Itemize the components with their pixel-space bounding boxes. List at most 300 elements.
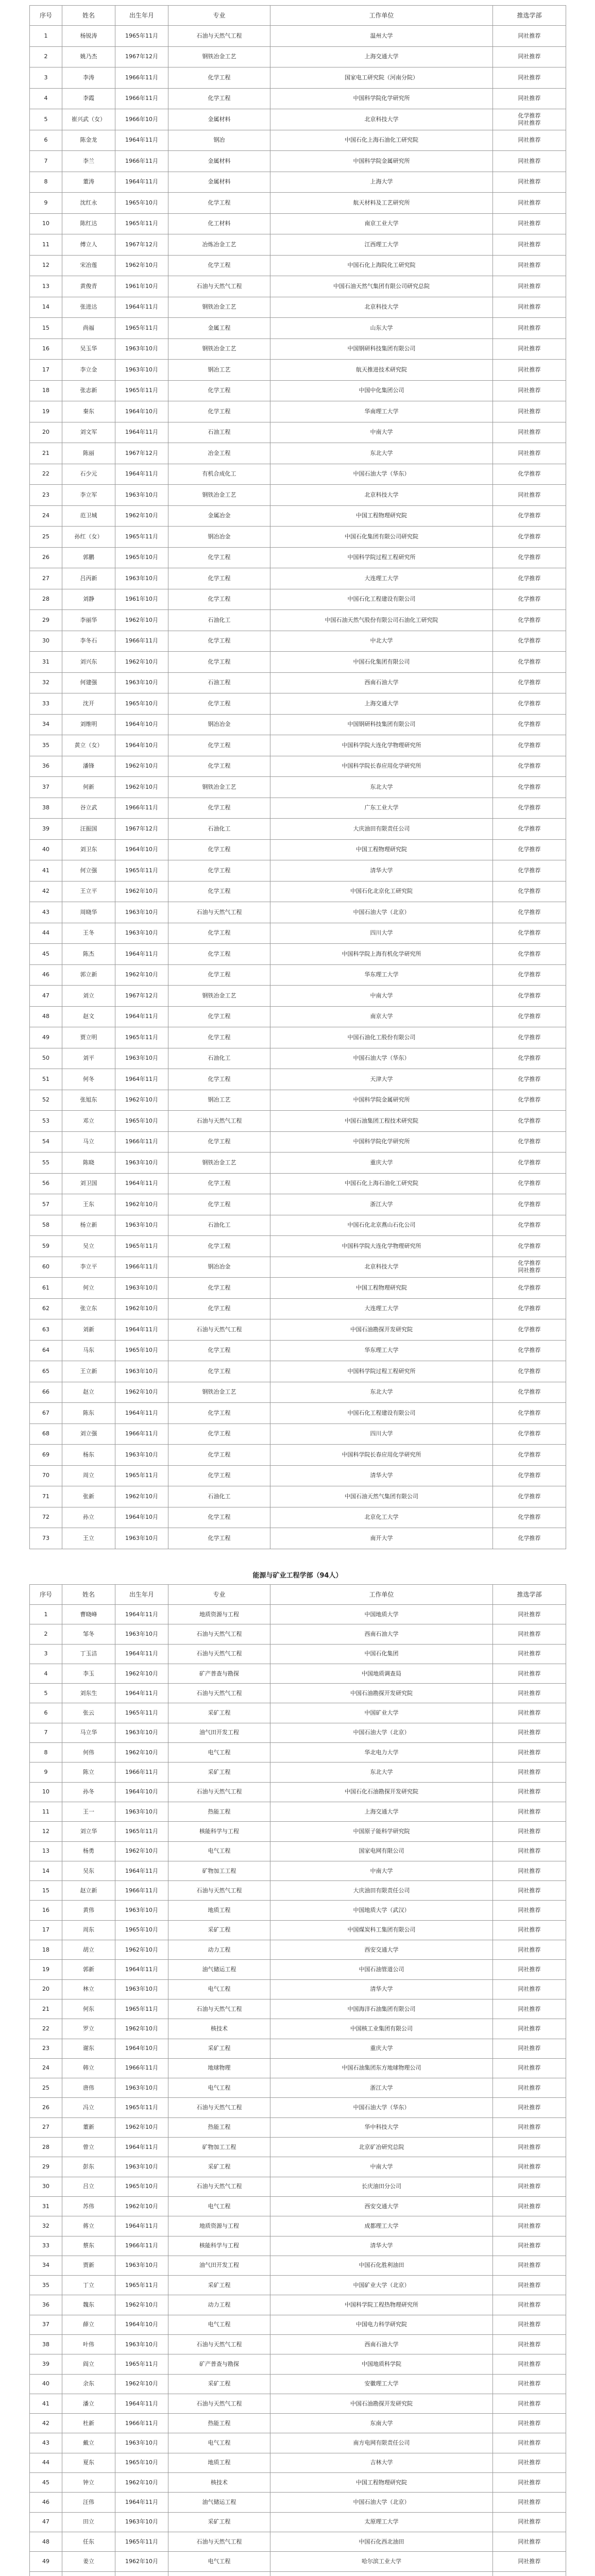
- cell-major: 核能科学与工程: [168, 2236, 270, 2256]
- cell-name: 刘新: [62, 1319, 115, 1341]
- cell-name: 范卫城: [62, 505, 115, 527]
- cell-department: 同社推荐: [493, 1920, 566, 1940]
- cell-organization: 北京化工大学: [270, 1507, 493, 1528]
- cell-birth: 1962年10月: [115, 1382, 168, 1403]
- cell-number: 24: [30, 2058, 62, 2078]
- table-row: [30, 2334, 566, 2354]
- cell-department: 同社推荐: [493, 88, 566, 109]
- table-row: [30, 1153, 566, 1174]
- cell-birth: 1964年11月: [115, 1006, 168, 1027]
- cell-department: 同社推荐: [493, 1684, 566, 1703]
- cell-birth: 1963年10月: [115, 360, 168, 381]
- cell-number: 48: [30, 1006, 62, 1027]
- table-row: [30, 1486, 566, 1507]
- table-row: [30, 2098, 566, 2117]
- cell-number: 43: [30, 902, 62, 923]
- cell-number: 68: [30, 1423, 62, 1445]
- cell-birth: 1963年10月: [115, 2078, 168, 2098]
- cell-number: 49: [30, 1027, 62, 1048]
- cell-organization: 华东理工大学: [270, 964, 493, 986]
- table-row: [30, 2236, 566, 2256]
- cell-major: 化学工程: [168, 1298, 270, 1319]
- cell-major: 冶炼冶金工艺: [168, 234, 270, 256]
- cell-number: 61: [30, 1278, 62, 1299]
- table-row: [30, 2295, 566, 2315]
- cell-birth: 1962年10月: [115, 1486, 168, 1507]
- cell-number: 11: [30, 234, 62, 256]
- table-row: [30, 1069, 566, 1090]
- cell-name: 张志新: [62, 380, 115, 401]
- cell-birth: 1964年11月: [115, 2138, 168, 2157]
- cell-department: 同社推荐: [493, 26, 566, 47]
- cell-department: 同社推荐: [493, 2394, 566, 2413]
- cell-organization: 航天材料及工艺研究所: [270, 193, 493, 214]
- cell-organization: 中国科学院过程工程研究所: [270, 1361, 493, 1382]
- cell-number: 33: [30, 2236, 62, 2256]
- cell-birth: 1965年10月: [115, 2177, 168, 2196]
- cell-birth: 1963年10月: [115, 568, 168, 589]
- table-row: [30, 923, 566, 944]
- cell-department: 同社推荐: [493, 2138, 566, 2157]
- cell-major: 化学工程: [168, 1465, 270, 1486]
- cell-department: 化学推荐: [493, 735, 566, 756]
- cell-major: 石油与天然气工程: [168, 2532, 270, 2551]
- cell-name: 赵文: [62, 1006, 115, 1027]
- cell-organization: 东南大学: [270, 2414, 493, 2433]
- cell-department: 化学推荐: [493, 756, 566, 777]
- cell-major: 化学工程: [168, 756, 270, 777]
- cell-name: 杨勇: [62, 1841, 115, 1861]
- cell-number: 4: [30, 88, 62, 109]
- cell-birth: 1963年10月: [115, 2433, 168, 2453]
- table-row: [30, 1901, 566, 1920]
- cell-birth: 1965年11月: [115, 213, 168, 234]
- cell-major: 钢冶: [168, 130, 270, 151]
- cell-birth: 1962年10月: [115, 2473, 168, 2493]
- cell-birth: 1962年10月: [115, 610, 168, 631]
- table-row: [30, 1723, 566, 1742]
- table-row: [30, 2414, 566, 2433]
- cell-birth: 1964年10月: [115, 735, 168, 756]
- cell-birth: 1965年11月: [115, 318, 168, 339]
- table-row: [30, 1131, 566, 1153]
- cell-department: 化学推荐: [493, 1048, 566, 1069]
- table-row: [30, 109, 566, 130]
- table-row: [30, 881, 566, 902]
- cell-organization: 中国石油集团东方地球物理公司: [270, 2058, 493, 2078]
- cell-major: 热能工程: [168, 2117, 270, 2137]
- cell-major: 化学工程: [168, 589, 270, 610]
- table-row: [30, 505, 566, 527]
- cell-number: 8: [30, 172, 62, 193]
- cell-number: 25: [30, 527, 62, 548]
- cell-name: 李立平: [62, 1257, 115, 1278]
- section-title: 能源与矿业工程学部（94人）: [252, 1572, 343, 1580]
- cell-birth: 1964年11月: [115, 297, 168, 318]
- cell-name: 潘立: [62, 2394, 115, 2413]
- cell-name: 赵立: [62, 1382, 115, 1403]
- table-row: [30, 1361, 566, 1382]
- table-row: [30, 1507, 566, 1528]
- header-department: 推选学部: [493, 6, 566, 26]
- cell-birth: 1965年11月: [115, 1465, 168, 1486]
- cell-organization: 中国科学院工程热物理研究所: [270, 2295, 493, 2315]
- cell-department: 同社推荐: [493, 1802, 566, 1821]
- cell-major: 石油化工: [168, 1215, 270, 1236]
- cell-organization: 中国科学院长春应用化学研究所: [270, 756, 493, 777]
- cell-number: 33: [30, 693, 62, 715]
- cell-organization: 中国石化集团有限公司: [270, 652, 493, 673]
- cell-department: 化学推荐: [493, 1090, 566, 1111]
- cell-birth: 1966年11月: [115, 2414, 168, 2433]
- cell-department: 同社推荐: [493, 318, 566, 339]
- cell-organization: 中国石化集团: [270, 1644, 493, 1664]
- cell-birth: 1964年10月: [115, 1782, 168, 1802]
- cell-birth: 1966年11月: [115, 1423, 168, 1445]
- cell-name: 刘立: [62, 986, 115, 1007]
- cell-birth: 1962年10月: [115, 2117, 168, 2137]
- cell-department: 化学推荐: [493, 1486, 566, 1507]
- cell-major: 钢铁冶金工艺: [168, 1153, 270, 1174]
- cell-name: 郭立新: [62, 964, 115, 986]
- cell-name: 刘静: [62, 589, 115, 610]
- cell-organization: 东北大学: [270, 1762, 493, 1782]
- cell-organization: 北京科技大学: [270, 1257, 493, 1278]
- cell-birth: 1964年11月: [115, 1684, 168, 1703]
- cell-department: 化学推荐 同社推荐: [493, 109, 566, 130]
- cell-birth: 1967年12月: [115, 234, 168, 256]
- cell-organization: 清华大学: [270, 1465, 493, 1486]
- cell-organization: 中国石油天然气股份有限公司石油化工研究院: [270, 610, 493, 631]
- cell-name: 王冬: [62, 923, 115, 944]
- table-row: [30, 672, 566, 693]
- cell-organization: 上海大学: [270, 172, 493, 193]
- table-row: [30, 1743, 566, 1762]
- cell-name: 崔兴武（女）: [62, 109, 115, 130]
- cell-major: 石油与天然气工程: [168, 1881, 270, 1901]
- cell-department: 化学推荐: [493, 1069, 566, 1090]
- table-row: [30, 1090, 566, 1111]
- cell-department: 化学推荐: [493, 1403, 566, 1424]
- table-row: [30, 130, 566, 151]
- cell-number: [30, 2571, 62, 2576]
- cell-major: 化学工程: [168, 255, 270, 276]
- cell-name: 刘立华: [62, 1822, 115, 1841]
- cell-name: 陈杰: [62, 944, 115, 965]
- cell-number: 20: [30, 1979, 62, 1999]
- cell-birth: 1967年12月: [115, 46, 168, 67]
- cell-major: 化学工程: [168, 1069, 270, 1090]
- cell-organization: 吉林大学: [270, 2453, 493, 2472]
- table-row: [30, 1684, 566, 1703]
- cell-major: 石油与天然气工程: [168, 2177, 270, 2196]
- cell-department: 同社推荐: [493, 2058, 566, 2078]
- cell-name: 杨东: [62, 1445, 115, 1466]
- cell-organization: 中国工程物理研究院: [270, 1278, 493, 1299]
- table-row: [30, 380, 566, 401]
- cell-major: 冶金工程: [168, 443, 270, 464]
- cell-name: 刘卫国: [62, 1173, 115, 1194]
- cell-birth: 1966年11月: [115, 88, 168, 109]
- cell-organization: 大庆油田有限责任公司: [270, 1881, 493, 1901]
- cell-birth: 1965年10月: [115, 547, 168, 568]
- cell-organization: 中南大学: [270, 1861, 493, 1880]
- cell-birth: 1965年11月: [115, 1236, 168, 1257]
- table-row: [30, 2512, 566, 2532]
- cell-major: 钢冶工艺: [168, 1090, 270, 1111]
- cell-number: 72: [30, 1507, 62, 1528]
- table-row: [30, 1048, 566, 1069]
- cell-department: 同社推荐: [493, 1703, 566, 1723]
- cell-organization: 中国石化工程建设有限公司: [270, 589, 493, 610]
- candidate-table-2: [29, 1584, 566, 2576]
- cell-organization: 广东工业大学: [270, 798, 493, 819]
- cell-number: 9: [30, 193, 62, 214]
- table-row: [30, 1881, 566, 1901]
- cell-birth: 1964年10月: [115, 839, 168, 860]
- cell-number: 46: [30, 2493, 62, 2512]
- cell-name: 马立: [62, 1131, 115, 1153]
- cell-organization: 中国工程物理研究院: [270, 505, 493, 527]
- cell-name: 王东: [62, 1194, 115, 1215]
- cell-organization: 华南理工大学: [270, 401, 493, 422]
- cell-major: 化学工程: [168, 193, 270, 214]
- cell-birth: 1965年11月: [115, 2276, 168, 2295]
- cell-birth: 1966年11月: [115, 1762, 168, 1782]
- cell-department: 同社推荐: [493, 2315, 566, 2334]
- cell-major: 化学工程: [168, 1194, 270, 1215]
- cell-name: 薛立: [62, 2315, 115, 2334]
- cell-name: 蔡东: [62, 2236, 115, 2256]
- cell-number: 42: [30, 2414, 62, 2433]
- cell-birth: 1962年10月: [115, 2019, 168, 2039]
- cell-organization: 上海交通大学: [270, 693, 493, 715]
- cell-organization: 太原理工大学: [270, 2512, 493, 2532]
- table-row: [30, 756, 566, 777]
- cell-birth: 1962年10月: [115, 756, 168, 777]
- table-row: [30, 1319, 566, 1341]
- table-row: [30, 26, 566, 47]
- cell-department: 化学推荐: [493, 964, 566, 986]
- cell-birth: 1964年11月: [115, 1644, 168, 1664]
- cell-number: 14: [30, 1861, 62, 1880]
- cell-name: 郭新: [62, 1960, 115, 1979]
- cell-number: 26: [30, 2098, 62, 2117]
- candidate-table-1: [29, 5, 566, 1549]
- cell-major: 采矿工程: [168, 2157, 270, 2177]
- cell-name: 傅立人: [62, 234, 115, 256]
- cell-department: 同社推荐: [493, 1644, 566, 1664]
- cell-number: 7: [30, 151, 62, 172]
- table-row: [30, 1340, 566, 1361]
- cell-organization: 华中科技大学: [270, 2117, 493, 2137]
- cell-major: 石油工程: [168, 422, 270, 443]
- cell-organization: 中国核工业集团有限公司: [270, 2019, 493, 2039]
- cell-name: [62, 2571, 115, 2576]
- table-row: [30, 88, 566, 109]
- cell-name: 丁玉洁: [62, 1644, 115, 1664]
- cell-number: 20: [30, 422, 62, 443]
- cell-department: 同社推荐: [493, 2216, 566, 2236]
- table-header-row: [30, 6, 566, 26]
- cell-organization: 四川大学: [270, 923, 493, 944]
- cell-number: 29: [30, 2157, 62, 2177]
- table-row: [30, 2315, 566, 2334]
- cell-name: 何立强: [62, 860, 115, 882]
- cell-name: 刘平: [62, 1048, 115, 1069]
- cell-department: 化学推荐: [493, 1153, 566, 1174]
- cell-number: 22: [30, 464, 62, 485]
- cell-department: 化学推荐: [493, 819, 566, 840]
- cell-organization: 南方电网有限责任公司: [270, 2433, 493, 2453]
- cell-department: 同社推荐: [493, 1841, 566, 1861]
- cell-birth: 1965年11月: [115, 26, 168, 47]
- cell-major: 石油与天然气工程: [168, 2334, 270, 2354]
- table-row: [30, 1465, 566, 1486]
- cell-organization: 中国石化上海石油化工研究院: [270, 130, 493, 151]
- cell-number: 50: [30, 1048, 62, 1069]
- cell-major: 化学工程: [168, 401, 270, 422]
- cell-major: 化学工程: [168, 88, 270, 109]
- cell-major: 化学工程: [168, 1361, 270, 1382]
- cell-number: 49: [30, 2552, 62, 2571]
- cell-department: 同社推荐: [493, 2295, 566, 2315]
- cell-major: 石油与天然气工程: [168, 1644, 270, 1664]
- cell-birth: 1964年11月: [115, 2394, 168, 2413]
- cell-major: 化学工程: [168, 1006, 270, 1027]
- header-organization: 工作单位: [270, 6, 493, 26]
- cell-birth: 1963年10月: [115, 1445, 168, 1466]
- cell-major: 化学工程: [168, 631, 270, 652]
- header-major: 专业: [168, 1585, 270, 1605]
- cell-major: 油气田开发工程: [168, 2256, 270, 2275]
- cell-organization: 重庆大学: [270, 1153, 493, 1174]
- table-row: [30, 1194, 566, 1215]
- cell-major: 石油与天然气工程: [168, 2394, 270, 2413]
- cell-department: 同社推荐: [493, 1881, 566, 1901]
- cell-major: 化学工程: [168, 652, 270, 673]
- cell-birth: 1962年10月: [115, 2552, 168, 2571]
- cell-name: 李立金: [62, 360, 115, 381]
- cell-major: 化学工程: [168, 1236, 270, 1257]
- cell-number: 28: [30, 589, 62, 610]
- table-row: [30, 1999, 566, 2019]
- cell-organization: 山东大学: [270, 318, 493, 339]
- table-row: [30, 1006, 566, 1027]
- cell-birth: 1962年10月: [115, 777, 168, 798]
- cell-major: 化学工程: [168, 860, 270, 882]
- cell-major: 金属材料: [168, 172, 270, 193]
- cell-number: 64: [30, 1340, 62, 1361]
- cell-department: 同社推荐: [493, 67, 566, 89]
- cell-number: 31: [30, 2196, 62, 2216]
- cell-name: 孙冬: [62, 1782, 115, 1802]
- table-row: [30, 568, 566, 589]
- table-row: [30, 652, 566, 673]
- cell-name: 姚乃杰: [62, 46, 115, 67]
- cell-number: 5: [30, 1684, 62, 1703]
- cell-number: 28: [30, 2138, 62, 2157]
- cell-name: 邹冬: [62, 1624, 115, 1644]
- table-row: [30, 2058, 566, 2078]
- cell-organization: 四川大学: [270, 1423, 493, 1445]
- cell-name: 何建强: [62, 672, 115, 693]
- cell-name: 冯立: [62, 2098, 115, 2117]
- cell-department: 同社推荐: [493, 2414, 566, 2433]
- cell-major: 化学工程: [168, 380, 270, 401]
- cell-number: 57: [30, 1194, 62, 1215]
- cell-name: 贾新: [62, 2256, 115, 2275]
- table-row: [30, 151, 566, 172]
- cell-birth: 1966年10月: [115, 109, 168, 130]
- cell-major: 化学工程: [168, 1507, 270, 1528]
- table-row: [30, 1605, 566, 1624]
- cell-number: 19: [30, 1960, 62, 1979]
- table-row: [30, 255, 566, 276]
- cell-name: 魏东: [62, 2295, 115, 2315]
- header-major: 专业: [168, 6, 270, 26]
- cell-department: 同社推荐: [493, 2117, 566, 2137]
- cell-number: 43: [30, 2433, 62, 2453]
- cell-major: 电气工程: [168, 2078, 270, 2098]
- cell-organization: 中国地质大学: [270, 1605, 493, 1624]
- cell-organization: 北京科技大学: [270, 109, 493, 130]
- cell-number: 15: [30, 1881, 62, 1901]
- cell-organization: 国家电网有限公司: [270, 1841, 493, 1861]
- cell-organization: 中国石油大学（北京）: [270, 2493, 493, 2512]
- cell-major: 石油与天然气工程: [168, 1684, 270, 1703]
- table-row: [30, 2473, 566, 2493]
- cell-department: 同社推荐: [493, 234, 566, 256]
- cell-number: 17: [30, 360, 62, 381]
- cell-name: 李霞: [62, 88, 115, 109]
- cell-name: 秦东: [62, 401, 115, 422]
- cell-organization: 中国科学院化学研究所: [270, 88, 493, 109]
- cell-birth: 1963年10月: [115, 1723, 168, 1742]
- cell-major: 动力工程: [168, 1940, 270, 1960]
- cell-name: 沈开: [62, 693, 115, 715]
- cell-department: 化学推荐: [493, 944, 566, 965]
- cell-number: 21: [30, 443, 62, 464]
- cell-number: 15: [30, 318, 62, 339]
- cell-birth: 1964年10月: [115, 1507, 168, 1528]
- table-row: [30, 2374, 566, 2394]
- cell-major: 化学工程: [168, 1131, 270, 1153]
- cell-name: 郭鹏: [62, 547, 115, 568]
- cell-birth: 1964年11月: [115, 1960, 168, 1979]
- table-row: [30, 1257, 566, 1278]
- cell-name: 夏东: [62, 2453, 115, 2472]
- cell-birth: 1962年10月: [115, 2196, 168, 2216]
- cell-major: 金属材料: [168, 109, 270, 130]
- cell-organization: 中北大学: [270, 631, 493, 652]
- table-row: [30, 547, 566, 568]
- table-row: [30, 464, 566, 485]
- cell-name: 马立华: [62, 1723, 115, 1742]
- cell-major: 化学工程: [168, 735, 270, 756]
- cell-organization: 中国科学院长春应用化学研究所: [270, 1445, 493, 1466]
- cell-department: 同社推荐: [493, 2354, 566, 2374]
- table-row: [30, 1624, 566, 1644]
- cell-birth: 1965年11月: [115, 1822, 168, 1841]
- cell-birth: 1963年10月: [115, 1048, 168, 1069]
- cell-name: 汪伟: [62, 2493, 115, 2512]
- cell-department: 同社推荐: [493, 2078, 566, 2098]
- cell-birth: 1963年10月: [115, 1361, 168, 1382]
- cell-major: 化学工程: [168, 693, 270, 715]
- cell-organization: 中国石化北京燕山石化公司: [270, 1215, 493, 1236]
- cell-number: 11: [30, 1802, 62, 1821]
